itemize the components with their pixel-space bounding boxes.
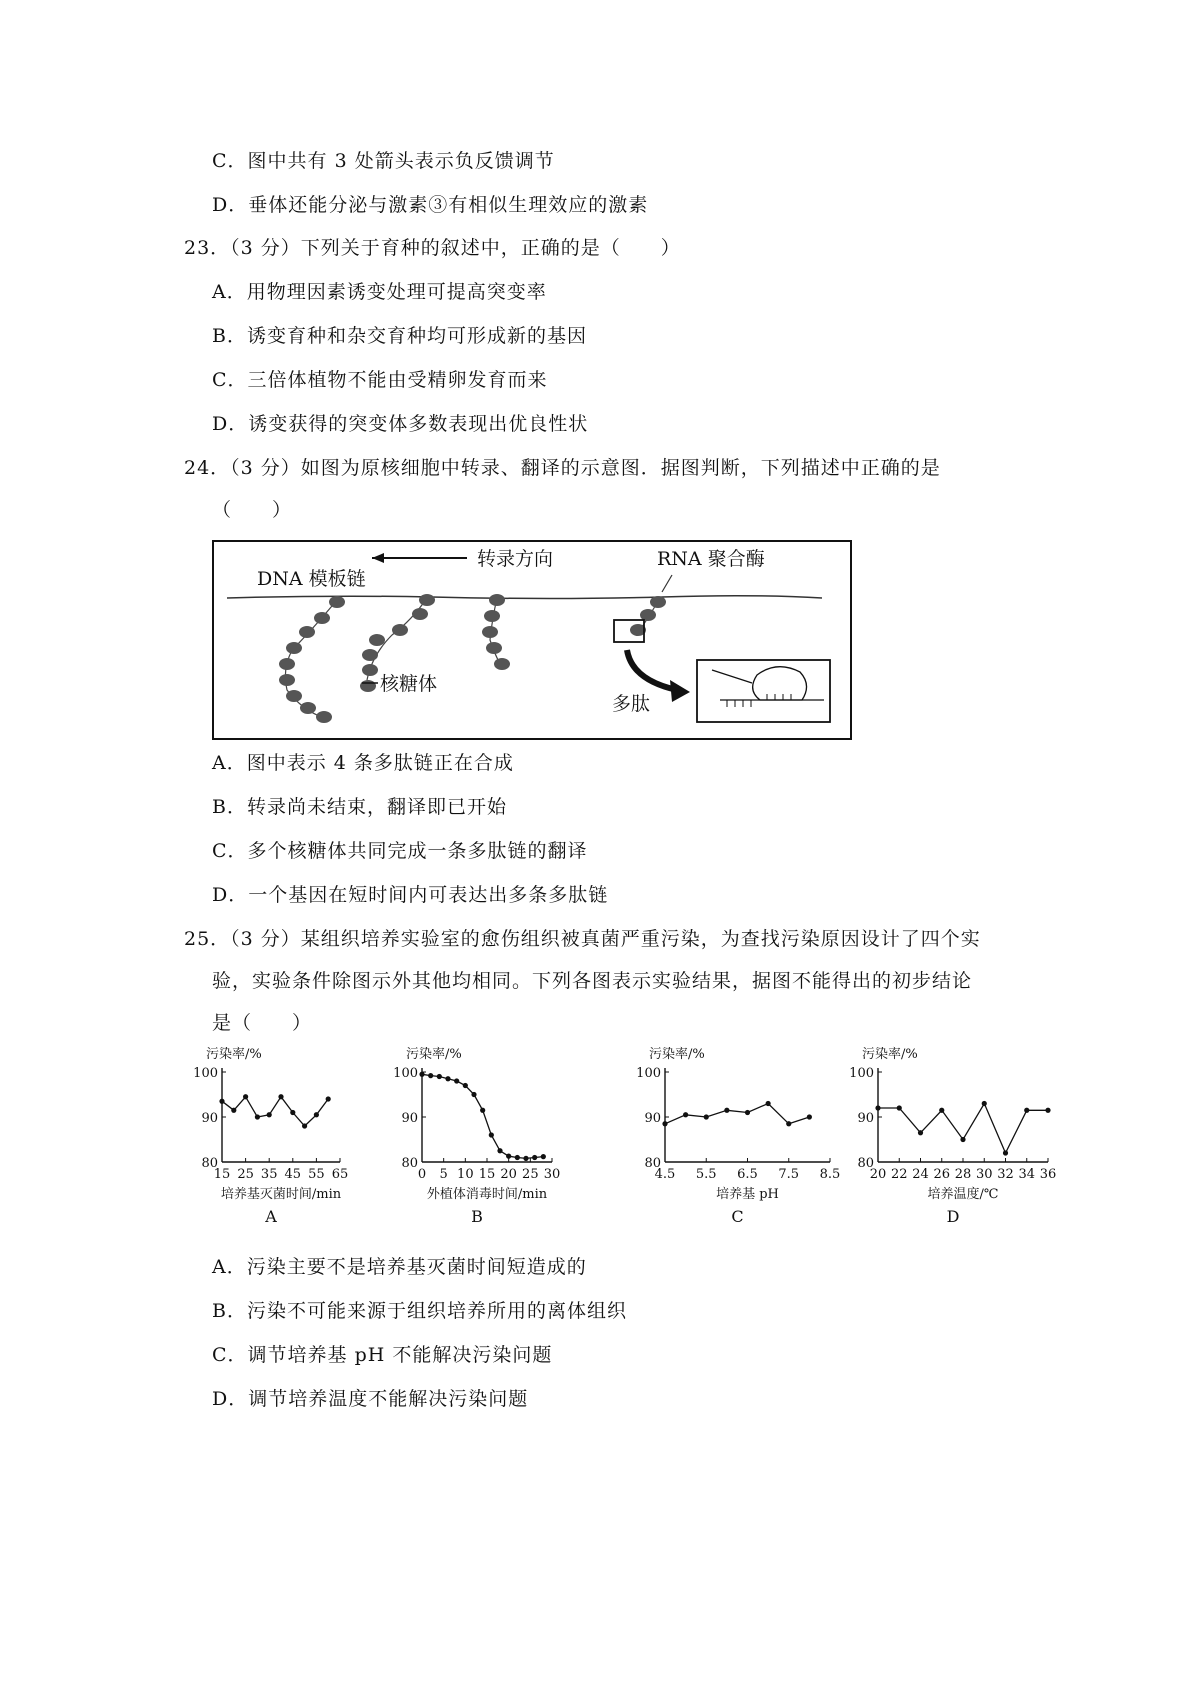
q23-option-c: C．三倍体植物不能由受精卵发育而来 [212,369,548,391]
chart-D-xtick-label: 24 [912,1167,929,1182]
chart-A-ytick-label: 100 [193,1066,218,1081]
chart-B-point [506,1154,511,1159]
chart-B-point [541,1154,546,1159]
q22-option-c: C．图中共有 3 处箭头表示负反馈调节 [212,150,555,172]
chart-D-ytick-label: 100 [849,1066,874,1081]
chart-A-ytick-label: 80 [201,1156,218,1171]
chart-C-xlabel: 培养基 pH [716,1187,779,1202]
chart-A-point [243,1094,248,1099]
chart-D-point [918,1130,923,1135]
chart-C-xtick-label: 6.5 [737,1167,758,1182]
chart-C-xtick-label: 4.5 [654,1167,676,1182]
chart-C-xtick-label: 5.5 [695,1167,717,1182]
chart-A-series-line [222,1097,328,1126]
chart-C-point [662,1121,667,1126]
chart-C-panel-label: C [731,1207,744,1226]
chart-C-ytick-label: 80 [644,1156,661,1171]
chart-A-xtick-label: 15 [213,1167,231,1182]
chart-D-series-line [878,1104,1048,1154]
q25-stem-line2: 验，实验条件除图示外其他均相同。下列各图表示实验结果，据图不能得出的初步结论 [212,970,973,992]
q23-option-d: D．诱变获得的突变体多数表现出优良性状 [212,413,589,435]
q25-charts [193,1040,1080,1240]
chart-C-point [807,1114,812,1119]
chart-B-point [532,1155,537,1160]
chart-B-point [437,1074,442,1079]
chart-D-ytick-label: 80 [857,1156,874,1171]
chart-D-point [1045,1108,1050,1113]
chart-A-point [231,1108,236,1113]
chart-D-xtick-label: 22 [890,1167,908,1182]
chart-B-point [445,1076,450,1081]
chart-B-xtick-label: 15 [478,1167,496,1182]
chart-C-point [745,1110,750,1115]
chart-A-xtick-label: 65 [331,1167,349,1182]
chart-C-xtick-label: 7.5 [778,1167,800,1182]
chart-B-ytick-label: 100 [393,1066,418,1081]
chart-C [636,1046,840,1226]
chart-A-xtick-label: 35 [260,1167,278,1182]
chart-B-xtick-label: 5 [439,1167,448,1182]
chart-D-point [1003,1150,1008,1155]
chart-A-xtick-label: 25 [237,1167,254,1182]
chart-B-ylabel: 污染率/% [406,1047,462,1062]
q25-stem-line1: 25．（3 分）某组织培养实验室的愈伤组织被真菌严重污染，为查找污染原因设计了四个实 [184,928,981,950]
chart-A [193,1046,348,1226]
chart-B-ytick-label: 90 [401,1111,418,1126]
chart-B-series-line [422,1074,543,1158]
chart-C-xtick-label: 8.5 [819,1167,841,1182]
chart-B-point [419,1072,424,1077]
chart-B-panel-label: B [471,1207,483,1226]
chart-D-point [897,1105,902,1110]
chart-B-point [463,1083,468,1088]
chart-D-xtick-label: 28 [954,1167,972,1182]
q22-option-d: D．垂体还能分泌与激素③有相似生理效应的激素 [212,194,649,216]
chart-D-point [939,1108,944,1113]
chart-D-xtick-label: 30 [975,1167,993,1182]
chart-B-point [480,1108,485,1113]
transcription-translation-diagram [212,540,852,740]
chart-B-point [454,1078,459,1083]
chart-B-xtick-label: 20 [500,1167,517,1182]
chart-B-point [497,1148,502,1153]
chart-B-ytick-label: 80 [401,1156,418,1171]
q24-option-d: D．一个基因在短时间内可表达出多条多肽链 [212,884,609,906]
q25-option-a: A．污染主要不是培养基灭菌时间短造成的 [212,1256,587,1278]
q24-option-c: C．多个核糖体共同完成一条多肽链的翻译 [212,840,588,862]
label-peptide: 多肽 [612,693,651,715]
chart-D-xtick-label: 20 [869,1167,887,1182]
chart-A-xtick-label: 45 [284,1167,302,1182]
chart-D-xlabel: 培养温度/℃ [927,1187,999,1202]
chart-B-point [523,1156,528,1161]
q25-option-d: D．调节培养温度不能解决污染问题 [212,1388,529,1410]
chart-A-point [278,1094,283,1099]
chart-C-point [786,1121,791,1126]
chart-D-point [982,1101,987,1106]
chart-B [393,1046,560,1226]
chart-A-point [290,1110,295,1115]
chart-D-ylabel: 污染率/% [862,1047,918,1062]
chart-D-point [875,1105,880,1110]
q25-stem-line3: 是（ ） [212,1012,313,1034]
chart-D [849,1046,1056,1226]
chart-A-point [267,1112,272,1117]
chart-A-ytick-label: 90 [201,1111,218,1126]
chart-D-xtick-label: 34 [1018,1167,1036,1182]
chart-A-point [326,1096,331,1101]
chart-C-point [724,1108,729,1113]
chart-B-point [428,1073,433,1078]
chart-B-xtick-label: 25 [522,1167,539,1182]
label-rna-polymerase: RNA 聚合酶 [657,548,765,570]
q24-option-a: A．图中表示 4 条多肽链正在合成 [212,752,514,774]
chart-C-point [704,1114,709,1119]
q23-option-b: B．诱变育种和杂交育种均可形成新的基因 [212,325,587,347]
chart-C-point [766,1101,771,1106]
chart-A-point [314,1112,319,1117]
q23-option-a: A．用物理因素诱变处理可提高突变率 [212,281,547,303]
chart-C-ytick-label: 100 [636,1066,661,1081]
chart-A-point [302,1123,307,1128]
chart-A-panel-label: A [265,1207,277,1226]
q25-option-c: C．调节培养基 pH 不能解决污染问题 [212,1344,553,1366]
chart-B-point [489,1132,494,1137]
chart-D-xtick-label: 36 [1039,1167,1057,1182]
chart-D-xtick-label: 26 [933,1167,951,1182]
chart-A-xlabel: 培养基灭菌时间/min [220,1187,342,1202]
chart-B-xtick-label: 10 [457,1167,474,1182]
chart-C-ytick-label: 90 [644,1111,661,1126]
q24-stem: 24．（3 分）如图为原核细胞中转录、翻译的示意图．据图判断，下列描述中正确的是 [184,457,941,479]
chart-C-point [683,1112,688,1117]
chart-A-point [255,1114,260,1119]
label-ribosome: 核糖体 [380,673,438,695]
chart-C-ylabel: 污染率/% [649,1047,705,1062]
chart-D-xtick-label: 32 [997,1167,1014,1182]
chart-B-xtick-label: 0 [417,1167,427,1182]
q24-stem-paren: （ ） [212,499,293,521]
label-dna-template: DNA 模板链 [257,568,366,590]
q25-option-b: B．污染不可能来源于组织培养所用的离体组织 [212,1300,627,1322]
chart-D-panel-label: D [946,1207,960,1226]
chart-D-point [1024,1108,1029,1113]
chart-D-point [960,1137,965,1142]
chart-B-point [515,1155,520,1160]
chart-B-xtick-label: 30 [543,1167,561,1182]
q23-stem: 23．（3 分）下列关于育种的叙述中，正确的是（ ） [184,237,681,259]
chart-B-xlabel: 外植体消毒时间/min [426,1187,548,1202]
chart-A-xtick-label: 55 [308,1167,325,1182]
label-direction: 转录方向 [477,548,554,570]
chart-A-ylabel: 污染率/% [206,1047,262,1062]
q24-option-b: B．转录尚未结束，翻译即已开始 [212,796,507,818]
chart-A-point [219,1099,224,1104]
chart-D-ytick-label: 90 [857,1111,874,1126]
chart-B-point [471,1092,476,1097]
